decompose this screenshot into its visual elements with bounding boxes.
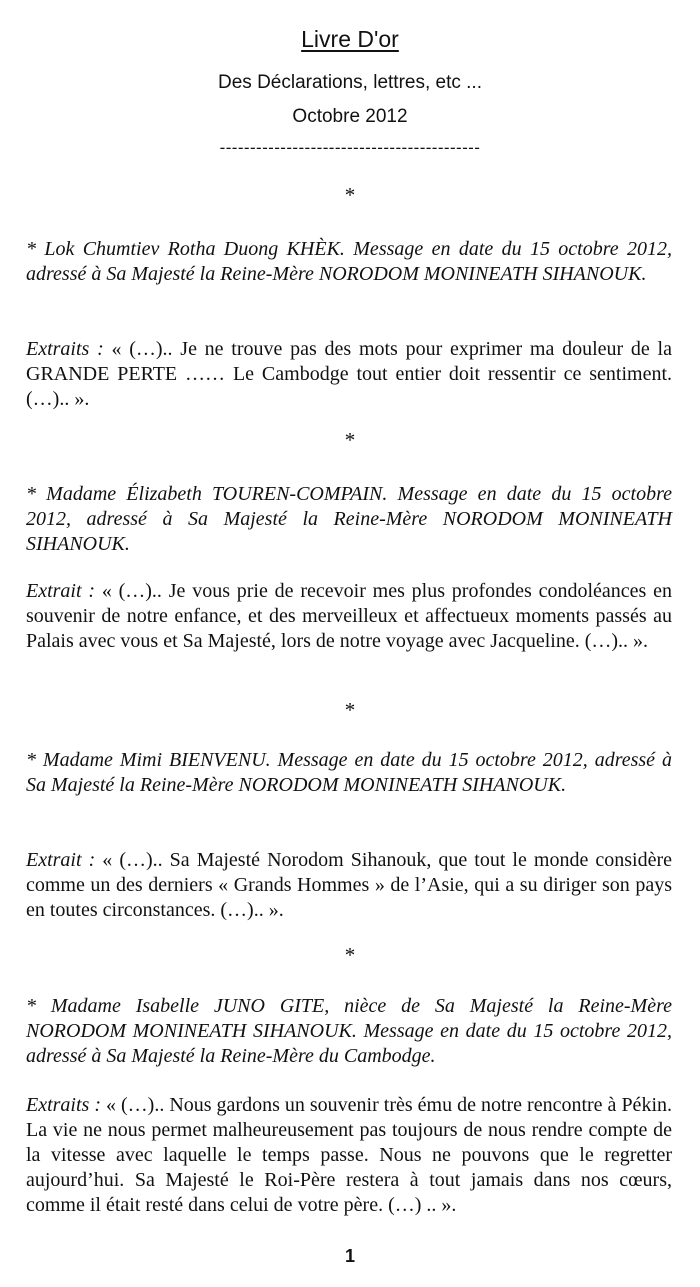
- entry-2-excerpt: [26, 579, 672, 654]
- entry-2-excerpt-label: Extrait :: [26, 580, 96, 602]
- entry-1-heading: * Lok Chumtiev Rotha Duong KHÈK. Message en date du 15 octobre 2012, adressé à Sa Majesté la Reine-Mère NORODOM MONINEATH SIHANOUK.: [26, 238, 672, 285]
- section-separator: *: [344, 428, 356, 452]
- section-separator: *: [344, 698, 356, 722]
- header-divider: -------------------------------------------: [219, 138, 481, 157]
- entry-1-excerpt-text: « (…).. Je ne trouve pas des mots pour exprimer ma douleur de la GRANDE PERTE …… Le Cambodge tout entier doit ressentir ce sentiment. (…).. ».: [26, 338, 672, 410]
- entry-4-excerpt-text: « (…).. Nous gardons un souvenir très ému de notre rencontre à Pékin. La vie ne nous permet malheureusement pas toujours de nous rendre compte de la vitesse avec laquelle le temps passe. Nous ne pouvons que le regretter aujourd’hui. Sa Majesté le Roi-Père restera à tout jamais dans nos cœurs, comme il était resté dans celui de votre père. (…) .. ».: [26, 1094, 672, 1216]
- entry-1-excerpt: [26, 337, 672, 412]
- entry-3-excerpt-text: « (…).. Sa Majesté Norodom Sihanouk, que tout le monde considère comme un des derniers « Grands Hommes » de l’Asie, qui a su diriger son pays en toutes circonstances. (…).. ».: [26, 849, 672, 921]
- entry-3-excerpt: [26, 848, 672, 923]
- section-separator: *: [344, 183, 356, 207]
- entry-4-heading: * Madame Isabelle JUNO GITE, nièce de Sa Majesté la Reine-Mère NORODOM MONINEATH SIHANOUK. Message en date du 15 octobre 2012, adressé à Sa Majesté la Reine-Mère du Cambodge.: [26, 995, 672, 1067]
- entry-4-excerpt: [26, 1093, 672, 1218]
- entry-2-heading: * Madame Élizabeth TOUREN-COMPAIN. Message en date du 15 octobre 2012, adressé à Sa Majesté la Reine-Mère NORODOM MONINEATH SIHANOUK.: [26, 483, 672, 555]
- entry-1-excerpt-label: Extraits :: [26, 338, 104, 360]
- section-separator: *: [344, 943, 356, 967]
- page-number: 1: [344, 1246, 355, 1266]
- page-title: Livre D'or: [301, 26, 399, 52]
- entry-2-excerpt-text: « (…).. Je vous prie de recevoir mes plus profondes condoléances en souvenir de notre enfance, et des merveilleux et affectueux moments passés au Palais avec vous et Sa Majesté, lors de notre voyage avec Jacqueline. (…).. ».: [26, 580, 672, 652]
- page-date: Octobre 2012: [292, 106, 408, 127]
- entry-3-heading: * Madame Mimi BIENVENU. Message en date du 15 octobre 2012, adressé à Sa Majesté la Reine-Mère NORODOM MONINEATH SIHANOUK.: [26, 749, 672, 796]
- page-subtitle: Des Déclarations, lettres, etc ...: [218, 72, 482, 93]
- entry-4-excerpt-label: Extraits :: [26, 1094, 101, 1116]
- entry-3-excerpt-label: Extrait :: [26, 849, 96, 871]
